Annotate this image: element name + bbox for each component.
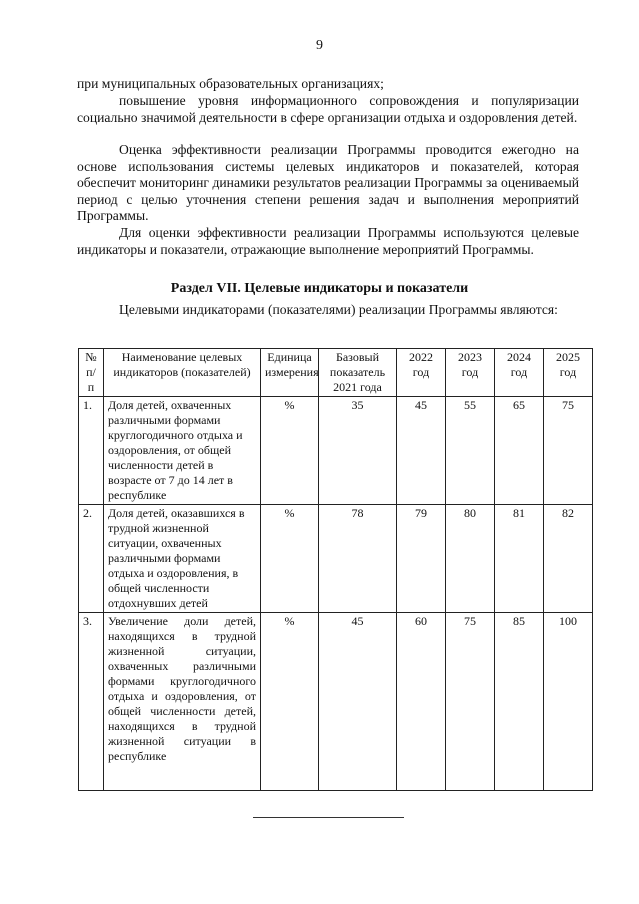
cell-2025: 75 — [544, 397, 593, 505]
section-heading: Раздел VII. Целевые индикаторы и показатели — [170, 281, 469, 296]
page-number: 9 — [316, 38, 323, 53]
cell-base: 78 — [319, 505, 397, 613]
cell-unit: % — [261, 397, 319, 505]
cell-2023: 80 — [446, 505, 495, 613]
cell-2023: 55 — [446, 397, 495, 505]
table-header-row — [79, 349, 593, 397]
header-2024: 2024 год — [495, 349, 544, 397]
cell-2024: 85 — [495, 613, 544, 791]
header-2025: 2025 год — [544, 349, 593, 397]
table-row — [79, 505, 593, 613]
cell-unit: % — [261, 505, 319, 613]
paragraph-4: Для оценки эффективности реализации Программы используются целевые индикаторы и показатели, отражающие выполнение мероприятий Программы. — [77, 225, 579, 257]
cell-2022: 45 — [397, 397, 446, 505]
cell-2025: 82 — [544, 505, 593, 613]
footnote-separator — [253, 817, 404, 818]
cell-unit: % — [261, 613, 319, 791]
cell-2023: 75 — [446, 613, 495, 791]
cell-name: Увеличение доли детей, находящихся в трудной жизненной ситуации, охваченных различными формами круглогодичного отдыха и оздоровления, от общей численности детей, находящихся в трудной жизненной ситуации в республике — [104, 613, 261, 791]
header-num: № п/п — [79, 349, 104, 397]
table-row — [79, 613, 593, 791]
cell-name: Доля детей, оказавшихся в трудной жизненной ситуации, охваченных различными формами отдыха и оздоровления, в общей численности отдохнувших детей — [104, 505, 261, 613]
paragraph-1: при муниципальных образовательных организациях; — [77, 76, 384, 91]
cell-2025: 100 — [544, 613, 593, 791]
header-base: Базовый показатель 2021 года — [319, 349, 397, 397]
cell-num: 1. — [79, 397, 104, 505]
header-unit: Единица измерения — [261, 349, 319, 397]
paragraph-2: повышение уровня информационного сопровождения и популяризации социально значимой деятельности в сфере организации отдыха и оздоровления детей. — [77, 93, 579, 125]
indicators-table — [78, 348, 593, 791]
cell-2024: 65 — [495, 397, 544, 505]
cell-2024: 81 — [495, 505, 544, 613]
cell-2022: 79 — [397, 505, 446, 613]
cell-base: 45 — [319, 613, 397, 791]
paragraph-3: Оценка эффективности реализации Программы проводится ежегодно на основе использования системы целевых индикаторов и показателей, которая обеспечит мониторинг динамики результатов реализации Программы за оцениваемый период с целью уточнения степени решения задач и выполнения мероприятий Программы. — [77, 142, 579, 224]
header-name: Наименование целевых индикаторов (показателей) — [104, 349, 261, 397]
paragraph-5: Целевыми индикаторами (показателями) реализации Программы являются: — [119, 302, 558, 317]
header-2023: 2023 год — [446, 349, 495, 397]
cell-num: 2. — [79, 505, 104, 613]
cell-base: 35 — [319, 397, 397, 505]
header-2022: 2022 год — [397, 349, 446, 397]
table-row — [79, 397, 593, 505]
cell-2022: 60 — [397, 613, 446, 791]
cell-name: Доля детей, охваченных различными формами круглогодичного отдыха и оздоровления, от общей численности детей в возрасте от 7 до 14 лет в республике — [104, 397, 261, 505]
cell-num: 3. — [79, 613, 104, 791]
